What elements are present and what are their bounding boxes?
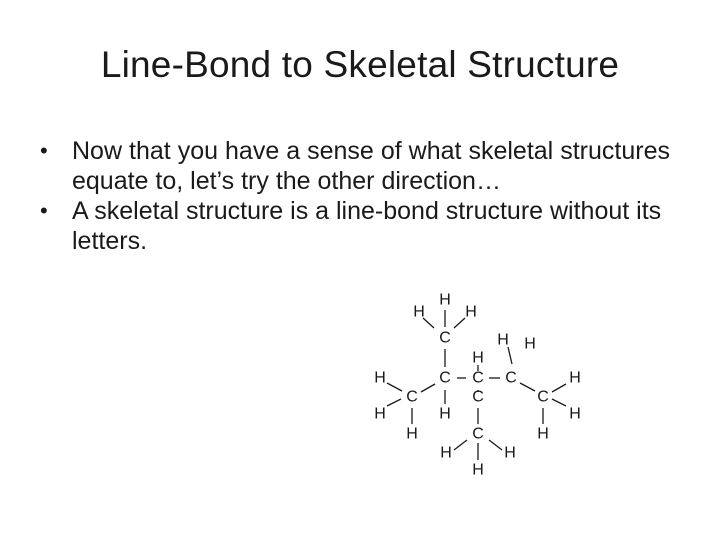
bond — [387, 383, 402, 391]
carbon-atom: C — [505, 369, 517, 387]
bond — [520, 383, 535, 391]
hydrogen-atom: H — [497, 331, 509, 349]
hydrogen-atom: H — [439, 405, 451, 423]
hydrogen-atom: H — [406, 425, 418, 443]
hydrogen-atom: H — [440, 444, 452, 462]
carbon-atom: C — [406, 388, 418, 406]
bullet-text: Now that you have a sense of what skeletal structures equate to, let’s try the other direction… — [72, 137, 670, 195]
hydrogen-atom: H — [374, 405, 386, 423]
carbon-atom: C — [472, 369, 484, 387]
bond — [421, 384, 435, 392]
slide-title: Line-Bond to Skeletal Structure — [100, 44, 620, 85]
bond — [552, 384, 566, 392]
line-bond-structure-diagram — [360, 290, 600, 485]
bullet-item — [40, 196, 670, 256]
bond — [508, 347, 512, 364]
hydrogen-atom: H — [569, 369, 581, 387]
hydrogen-atom: H — [413, 303, 425, 321]
bullet-text: A skeletal structure is a line-bond structure without its letters. — [72, 197, 662, 255]
bullet-item — [40, 136, 670, 196]
hydrogen-atom: H — [472, 461, 484, 479]
hydrogen-atom: H — [472, 349, 484, 367]
carbon-atom: C — [537, 388, 549, 406]
carbon-atom: C — [472, 425, 484, 443]
bullet-list — [40, 136, 670, 256]
hydrogen-atom: H — [569, 405, 581, 423]
hydrogen-atom: H — [524, 335, 536, 353]
hydrogen-atom: H — [374, 369, 386, 387]
bond — [387, 399, 401, 406]
bond — [454, 318, 465, 328]
carbon-atom: C — [439, 369, 451, 387]
hydrogen-atom: H — [439, 291, 451, 309]
hydrogen-atom: H — [537, 425, 549, 443]
carbon-atom: C — [472, 388, 484, 406]
bond — [552, 399, 566, 406]
hydrogen-atom: H — [465, 303, 477, 321]
bond — [489, 440, 502, 450]
bullet-marker: • — [40, 198, 48, 223]
bullet-marker: • — [40, 138, 48, 163]
bond — [454, 440, 467, 450]
hydrogen-atom: H — [504, 444, 516, 462]
carbon-atom: C — [439, 329, 451, 347]
